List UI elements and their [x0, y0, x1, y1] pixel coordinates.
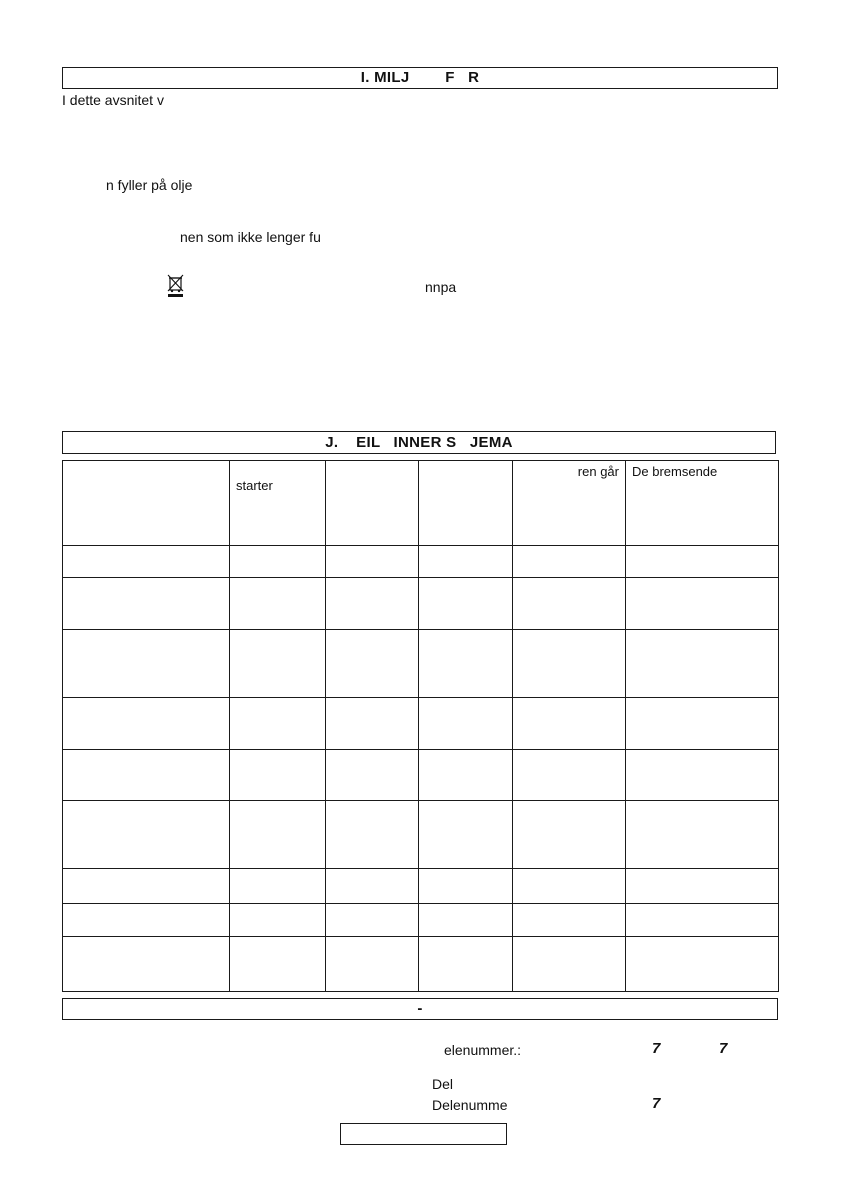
- header-cell-2: [230, 461, 326, 546]
- table-row: [63, 801, 779, 869]
- section-k-header-box: [62, 998, 778, 1020]
- part-label-2: Del: [432, 1076, 454, 1092]
- table-row: [63, 698, 779, 750]
- section-j-header-box: [62, 431, 776, 454]
- section-i-line-packaging: nnpa: [425, 279, 457, 295]
- part-number-value-1b: 7: [719, 1040, 728, 1057]
- header-cell-4: [419, 461, 513, 546]
- section-i-intro: I dette avsnitet v: [62, 92, 164, 108]
- part-number-label-1: elenummer.:: [444, 1042, 522, 1058]
- troubleshooting-table: [62, 460, 779, 992]
- section-i-heading: I. MILJ F R: [360, 69, 480, 86]
- header-cell-6: De bremsende: [626, 461, 779, 546]
- table-header-row: [63, 461, 779, 546]
- header-cell-1: [63, 461, 230, 546]
- weee-bin-icon: [166, 274, 186, 298]
- part-number-value-1a: 7: [652, 1040, 661, 1057]
- section-i-line-oil: n fyller på olje: [106, 177, 193, 193]
- section-k-heading: -: [417, 1000, 423, 1017]
- table-row: [63, 546, 779, 578]
- section-j-heading: J. EIL INNER S JEMA: [325, 434, 513, 451]
- table-row: [63, 904, 779, 937]
- table-row: [63, 750, 779, 801]
- table-row: [63, 869, 779, 904]
- header-cell-5: [513, 461, 626, 546]
- part-number-value-3: 7: [652, 1095, 661, 1112]
- section-i-line-disposal: nen som ikke lenger fu: [180, 229, 321, 245]
- table-row: [63, 937, 779, 992]
- table-row: [63, 630, 779, 698]
- page-footer-box: [340, 1123, 507, 1145]
- header-cell-3: [326, 461, 419, 546]
- header-running: ren går: [577, 464, 619, 479]
- section-i-header-box: [62, 67, 778, 89]
- table-row: [63, 578, 779, 630]
- part-number-label-3: Delenumme: [432, 1097, 508, 1113]
- header-starter: starter: [236, 478, 273, 493]
